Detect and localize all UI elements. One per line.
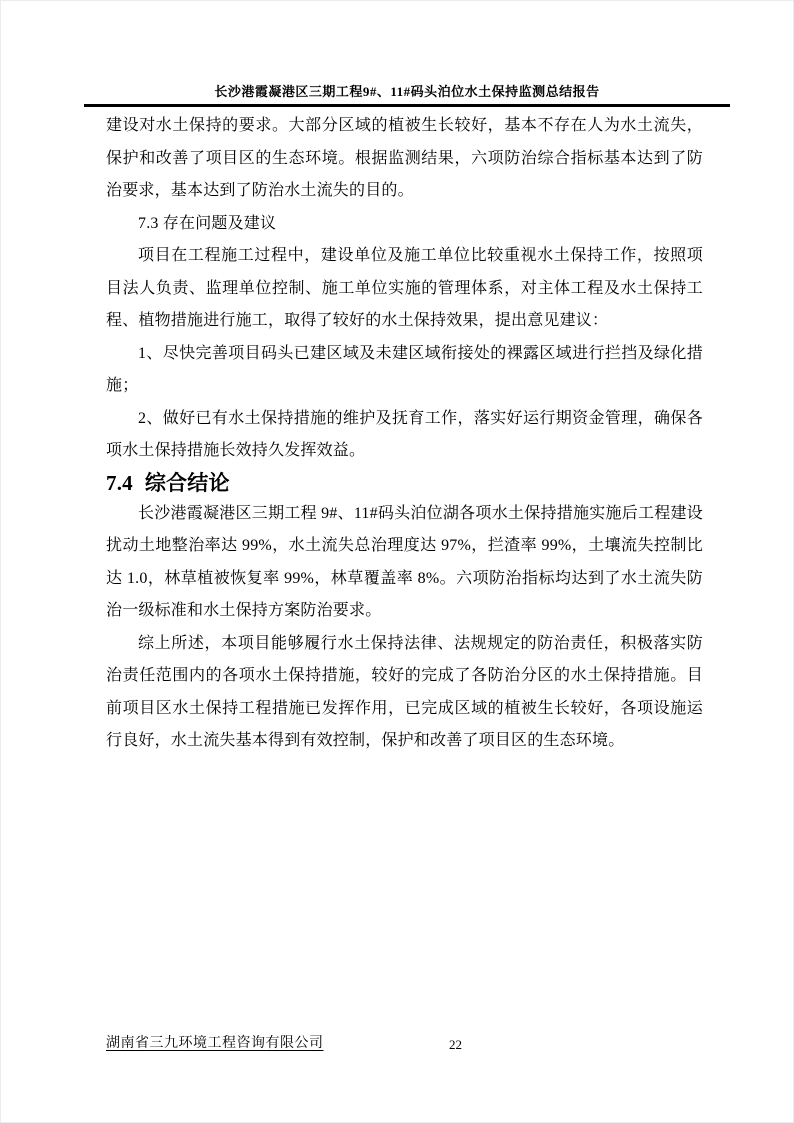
document-body — [106, 110, 703, 758]
heading-7-4 — [106, 468, 703, 498]
suggestion-item-1: 1、尽快完善项目码头已建区域及未建区域衔接处的裸露区域进行拦挡及绿化措施； — [106, 344, 703, 394]
paragraph-7-3-intro: 项目在工程施工过程中，建设单位及施工单位比较重视水土保持工作，按照项目法人负责、监理单位控制、施工单位实施的管理体系，对主体工程及水土保持工程、植物措施进行施工，取得了较好的水土保持效果，提出意见建议： — [106, 247, 703, 329]
heading-7-3: 7.3 存在问题及建议 — [138, 214, 277, 232]
page-header-title: 长沙港霞凝港区三期工程9#、11#码头泊位水土保持监测总结报告 — [84, 81, 730, 107]
paragraph-conclusion-continued: 建设对水土保持的要求。大部分区域的植被生长较好，基本不存在人为水土流失，保护和改善了项目区的生态环境。根据监测结果，六项防治综合指标基本达到了防治要求，基本达到了防治水土流失的目的。 — [106, 117, 703, 199]
heading-7-4-title: 综合结论 — [144, 470, 230, 495]
footer-page-number: 22 — [449, 1037, 462, 1052]
suggestion-item-2: 2、做好已有水土保持措施的维护及抚育工作，落实好运行期资金管理，确保各项水土保持措施长效持久发挥效益。 — [106, 409, 703, 459]
paragraph-7-4-summary: 综上所述，本项目能够履行水土保持法律、法规规定的防治责任，积极落实防治责任范围内的各项水土保持措施，较好的完成了各防治分区的水土保持措施。目前项目区水土保持工程措施已发挥作用，已完成区域的植被生长较好，各项设施运行良好，水土流失基本得到有效控制，保护和改善了项目区的生态环境。 — [106, 634, 703, 749]
footer-company-name: 湖南省三九环境工程咨询有限公司 — [106, 1036, 324, 1051]
paragraph-7-4-indicators: 长沙港霞凝港区三期工程 9#、11#码头泊位湖各项水土保持措施实施后工程建设扰动土地整治率达 99%，水土流失总治理度达 97%，拦渣率 99%，土壤流失控制比达 1.0，林草植被恢复率 99%，林草覆盖率 8%。六项防治指标均达到了水土流失防治一级标准和水土保持方案防治要求。 — [106, 504, 703, 619]
heading-7-4-number: 7.4 — [106, 470, 133, 495]
